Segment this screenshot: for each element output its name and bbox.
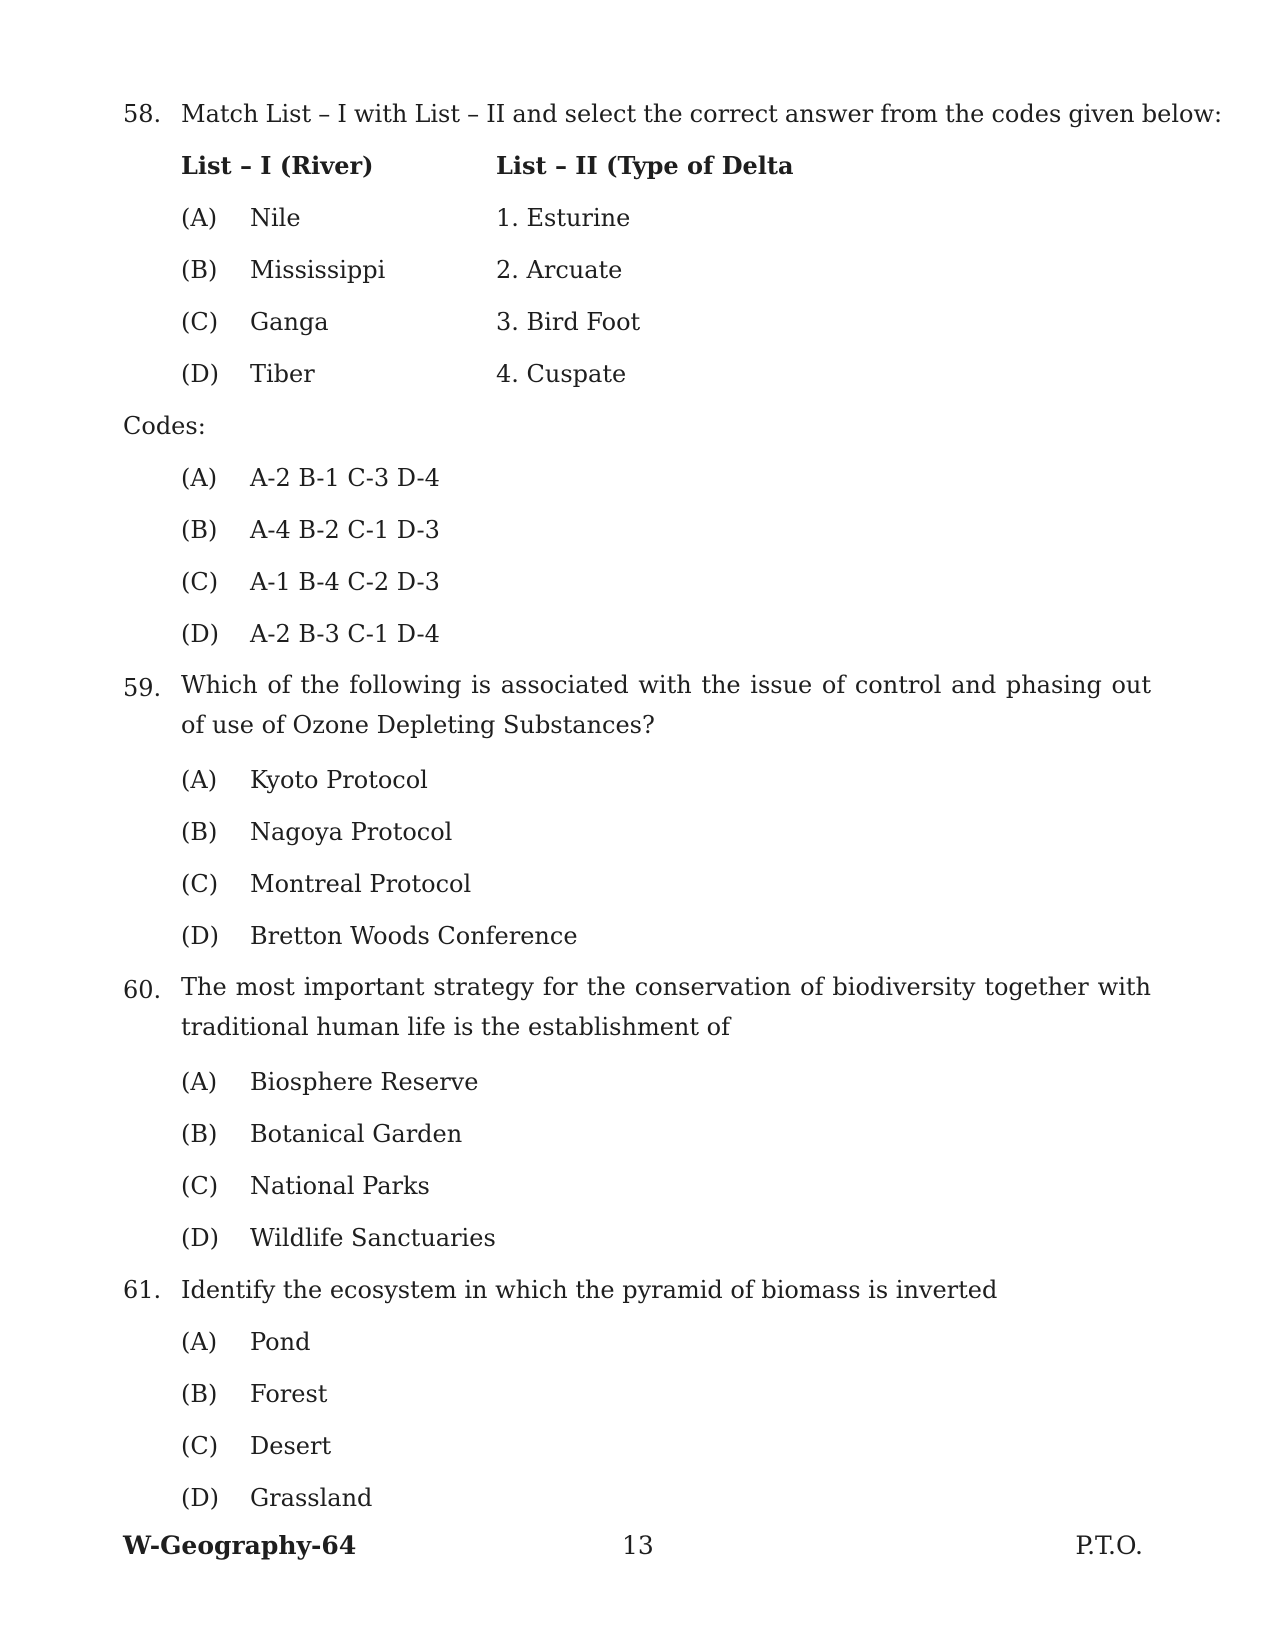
option-letter: (C) xyxy=(181,1432,219,1460)
option-letter: (A) xyxy=(181,1068,218,1096)
option-letter: (A) xyxy=(181,1328,218,1356)
option-letter: (D) xyxy=(181,620,219,648)
option-letter: (B) xyxy=(181,1380,218,1408)
option-text: Bretton Woods Conference xyxy=(250,922,578,950)
option-text: A-1 B-4 C-2 D-3 xyxy=(250,568,440,596)
option-letter: (D) xyxy=(181,1224,219,1252)
option-text: Desert xyxy=(250,1432,332,1460)
match-row-letter: (A) xyxy=(181,204,218,232)
option-text: National Parks xyxy=(250,1172,430,1200)
question-number: 59. xyxy=(123,674,162,702)
match-row-letter: (D) xyxy=(181,360,219,388)
match-row-type: 2. Arcuate xyxy=(496,256,623,284)
match-row-item: Mississippi xyxy=(250,256,386,284)
paper-code: W-Geography-64 xyxy=(123,1531,357,1560)
pto-label: P.T.O. xyxy=(1075,1531,1143,1560)
question-text: The most important strategy for the conservation of biodiversity together with traditional human life is the establishment of xyxy=(181,973,1151,1041)
option-text: Grassland xyxy=(250,1484,373,1512)
option-letter: (B) xyxy=(181,516,218,544)
question-number: 61. xyxy=(123,1276,162,1304)
option-text: Montreal Protocol xyxy=(250,870,472,898)
match-row-type: 4. Cuspate xyxy=(496,360,627,388)
match-row-item: Ganga xyxy=(250,308,329,336)
option-text: Biosphere Reserve xyxy=(250,1068,479,1096)
list-1-header: List – I (River) xyxy=(181,151,374,180)
match-row-letter: (C) xyxy=(181,308,219,336)
option-letter: (C) xyxy=(181,1172,219,1200)
match-row-item: Nile xyxy=(250,204,301,232)
option-text: Nagoya Protocol xyxy=(250,818,453,846)
option-letter: (D) xyxy=(181,922,219,950)
option-text: A-4 B-2 C-1 D-3 xyxy=(250,516,440,544)
option-letter: (A) xyxy=(181,766,218,794)
option-text: Forest xyxy=(250,1380,328,1408)
question-text: Match List – I with List – II and select the correct answer from the codes given below: xyxy=(181,100,1223,128)
option-text: Wildlife Sanctuaries xyxy=(250,1224,496,1252)
option-text: A-2 B-1 C-3 D-4 xyxy=(250,464,440,492)
option-letter: (B) xyxy=(181,1120,218,1148)
codes-label: Codes: xyxy=(123,412,206,440)
question-text: Which of the following is associated with the issue of control and phasing out of use of Ozone Depleting Substances? xyxy=(181,671,1151,739)
option-text: Botanical Garden xyxy=(250,1120,463,1148)
list-2-header: List – II (Type of Delta xyxy=(496,151,794,180)
match-row-type: 1. Esturine xyxy=(496,204,631,232)
option-letter: (A) xyxy=(181,464,218,492)
match-row-item: Tiber xyxy=(250,360,315,388)
page-number: 13 xyxy=(622,1531,654,1560)
option-text: Pond xyxy=(250,1328,311,1356)
option-letter: (B) xyxy=(181,818,218,846)
option-letter: (C) xyxy=(181,568,219,596)
option-letter: (D) xyxy=(181,1484,219,1512)
option-letter: (C) xyxy=(181,870,219,898)
option-text: Kyoto Protocol xyxy=(250,766,428,794)
match-row-letter: (B) xyxy=(181,256,218,284)
question-text: Identify the ecosystem in which the pyramid of biomass is inverted xyxy=(181,1276,998,1304)
question-number: 60. xyxy=(123,976,162,1004)
option-text: A-2 B-3 C-1 D-4 xyxy=(250,620,440,648)
match-row-type: 3. Bird Foot xyxy=(496,308,641,336)
question-number: 58. xyxy=(123,100,162,128)
